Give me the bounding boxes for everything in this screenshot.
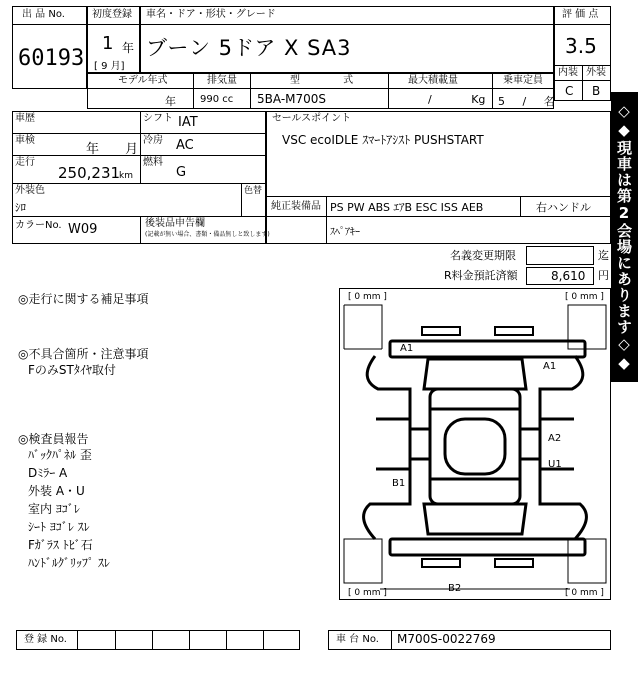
capacity-value: 5 / 名: [498, 95, 555, 108]
car-name-label: 車名・ドア・形状・グレード: [146, 9, 276, 20]
lot-number: 60193: [18, 46, 85, 71]
inspection-value: 年 月: [86, 142, 139, 157]
handle-position: 右ハンドル: [536, 201, 591, 214]
aftermarket-label: 後装品申告欄: [145, 218, 205, 229]
type-value: 5BA-M700S: [257, 92, 327, 106]
defects-text: FのみSTﾀｲﾔ取付: [28, 363, 116, 377]
corner-br-depth: [ 0 mm ]: [565, 588, 604, 598]
inspector-line: ﾊﾞｯｸﾊﾟﾈﾙ 歪: [28, 448, 92, 462]
mileage-unit: km: [119, 171, 133, 181]
name-change-box: [526, 246, 594, 265]
load-value: / Kg: [428, 93, 486, 106]
damage-mark: A1: [543, 361, 557, 372]
color-no-label: カラーNo.: [15, 220, 62, 231]
recycle-unit: 円: [598, 269, 609, 282]
sales-point-text: VSC ecoIDLE ｽﾏｰﾄｱｼｽﾄ PUSHSTART: [282, 133, 484, 147]
shift-label: シフト: [143, 113, 173, 124]
inspector-line: Dﾐﾗｰ A: [28, 466, 68, 480]
inspector-label: ◎検査員報告: [18, 432, 89, 446]
mileage-value: 250,231: [58, 164, 121, 182]
car-name: ブーン 5ドア X SA3: [146, 36, 352, 60]
model-year-label: モデル年式: [118, 75, 168, 86]
equipment-label: 純正装備品: [271, 201, 321, 212]
damage-mark: B2: [448, 583, 462, 594]
inspector-line: ｼｰﾄ ﾖｺﾞﾚ ｽﾚ: [28, 520, 90, 534]
corner-bl-depth: [ 0 mm ]: [348, 588, 387, 598]
inspector-line: 外装 A・U: [28, 484, 85, 498]
type-label: 型 式: [290, 75, 354, 86]
inspector-line: Fｶﾞﾗｽ ﾄﾋﾞ石: [28, 538, 93, 552]
defects-label: ◎不具合箇所・注意事項: [18, 347, 149, 361]
ac-label: 冷房: [143, 135, 163, 146]
recycle-value: 8,610: [551, 269, 586, 283]
exterior-label: 外装: [586, 67, 606, 78]
ac-value: AC: [176, 138, 194, 153]
chassis-no-label: 車 台 No.: [336, 634, 379, 645]
year-unit: 年: [122, 41, 135, 55]
shift-value: IAT: [178, 115, 198, 130]
history-label: 車歴: [15, 113, 35, 124]
first-registration-month: [ 9 月]: [94, 61, 125, 72]
color-no-value: W09: [68, 222, 98, 237]
recycle-label: R料金預託済額: [444, 269, 518, 282]
sales-point-label: セールスポイント: [272, 113, 352, 124]
equipment-items: PS PW ABS ｴｱB ESC ISS AEB: [330, 201, 484, 214]
venue-banner: ◇◆現車は第2会場にあります◇◆: [611, 92, 638, 382]
load-label: 最大積載量: [408, 75, 458, 86]
car-diagram-svg: [340, 289, 610, 599]
aftermarket-value: ｽﾍﾟｱｷｰ: [330, 227, 360, 238]
interior-label: 内装: [558, 67, 578, 78]
first-registration-label: 初度登録: [92, 9, 132, 20]
car-diagram: [339, 288, 611, 600]
lot-number-label: 出 品 No.: [22, 9, 65, 20]
ext-color-label: 外装色: [15, 185, 45, 196]
inspection-label: 車検: [15, 135, 35, 146]
aftermarket-note: (記載が無い場合、書類・備品無しと致します): [145, 231, 270, 238]
corner-tr-depth: [ 0 mm ]: [565, 292, 604, 302]
interior-grade: C: [565, 84, 574, 98]
damage-mark: U1: [548, 459, 562, 470]
damage-mark: A2: [548, 433, 562, 444]
mileage-label: 走行: [15, 157, 35, 168]
score-label: 評 価 点: [562, 9, 599, 20]
fuel-label: 燃料: [143, 157, 163, 168]
inspector-line: ﾊﾝﾄﾞﾙｸﾞﾘｯﾌﾟ ｽﾚ: [28, 556, 110, 570]
capacity-label: 乗車定員: [503, 75, 543, 86]
driving-notes-label: ◎走行に関する補足事項: [18, 292, 149, 306]
exterior-grade: B: [592, 84, 601, 98]
name-change-unit: 迄: [598, 249, 609, 262]
fuel-value: G: [176, 165, 187, 180]
score-value: 3.5: [565, 34, 597, 58]
damage-mark: A1: [400, 343, 414, 354]
registration-no-label: 登 録 No.: [24, 634, 67, 645]
first-registration-year: 1: [102, 33, 114, 54]
name-change-label: 名義変更期限: [450, 249, 516, 262]
ext-color-value: ｼﾛ: [15, 201, 26, 214]
repaint-label: 色替: [244, 186, 263, 196]
inspector-line: 室内 ﾖｺﾞﾚ: [28, 502, 80, 516]
corner-tl-depth: [ 0 mm ]: [348, 292, 387, 302]
displacement-value: 990 cc: [200, 94, 234, 105]
chassis-no-value: M700S-0022769: [397, 632, 496, 646]
damage-mark: B1: [392, 478, 406, 489]
model-year-unit: 年: [165, 95, 176, 108]
displacement-label: 排気量: [207, 75, 237, 86]
